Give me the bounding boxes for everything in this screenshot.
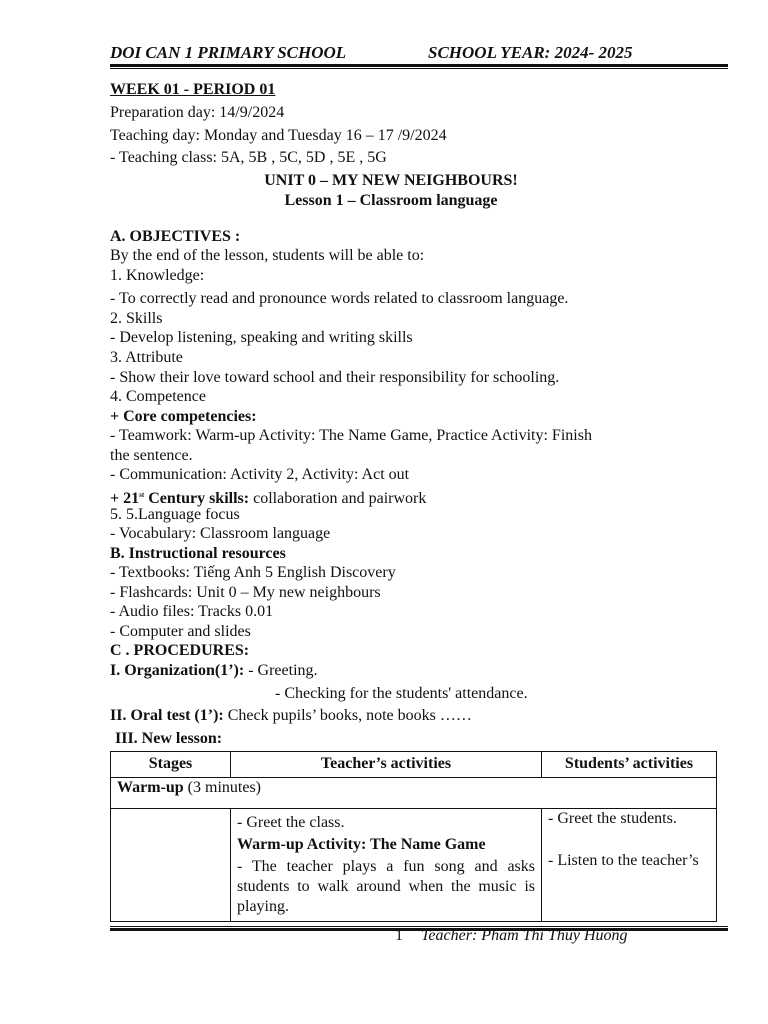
knowledge-text: - To correctly read and pronounce words related to classroom language. — [110, 290, 569, 307]
organization-greeting: - Greeting. — [244, 662, 318, 679]
resources-heading: B. Instructional resources — [110, 545, 286, 562]
teacher-activity-text: - The teacher plays a fun song and asks students to walk around when the music is playing. — [237, 858, 535, 915]
resource-item: - Computer and slides — [110, 623, 251, 640]
header-stages: Stages — [111, 752, 231, 778]
language-focus-heading: 5. 5.Language focus — [110, 506, 240, 523]
teamwork-line-1: - Teamwork: Warm-up Activity: The Name Game, Practice Activity: Finish — [110, 427, 592, 444]
objectives-heading: A. OBJECTIVES : — [110, 228, 241, 245]
page-header — [110, 43, 728, 65]
oral-test-heading: II. Oral test (1’): — [110, 707, 224, 724]
warmup-cell — [111, 778, 717, 809]
resource-item: - Textbooks: Tiếng Anh 5 English Discovery — [110, 564, 396, 581]
attribute-heading: 3. Attribute — [110, 349, 183, 366]
skills-text: - Develop listening, speaking and writing skills — [110, 329, 413, 346]
student-listen: - Listen to the teacher’s — [548, 852, 699, 869]
school-name: DOI CAN 1 PRIMARY SCHOOL — [110, 43, 347, 62]
header-rule — [110, 64, 728, 69]
attendance-check: - Checking for the students' attendance. — [275, 685, 528, 702]
vocabulary-text: - Vocabulary: Classroom language — [110, 525, 331, 542]
century-text: collaboration and pairwork — [249, 490, 427, 507]
school-year: SCHOOL YEAR: 2024- 2025 — [428, 43, 633, 62]
stage-cell — [111, 809, 231, 922]
header-teacher: Teacher’s activities — [231, 752, 542, 778]
skills-heading: 2. Skills — [110, 310, 163, 327]
week-period: WEEK 01 - PERIOD 01 — [110, 81, 276, 98]
page-number: 1 — [395, 927, 403, 944]
page-footer — [395, 927, 628, 945]
warmup-label: Warm-up — [117, 779, 184, 796]
oral-test-text: Check pupils’ books, note books …… — [223, 707, 472, 724]
warmup-row — [111, 778, 717, 809]
unit-title: UNIT 0 – MY NEW NEIGHBOURS! — [264, 172, 518, 189]
teacher-activity-title: Warm-up Activity: The Name Game — [237, 836, 486, 853]
oral-test-line — [110, 706, 472, 726]
new-lesson-heading: III. New lesson: — [115, 730, 223, 747]
organization-heading: I. Organization(1’): — [110, 662, 245, 679]
attribute-text: - Show their love toward school and their responsibility for schooling. — [110, 369, 560, 386]
resource-item: - Audio files: Tracks 0.01 — [110, 603, 274, 620]
teacher-cell — [231, 809, 542, 922]
table-row — [111, 809, 717, 922]
lesson-title: Lesson 1 – Classroom language — [284, 192, 498, 209]
header-students: Students’ activities — [542, 752, 717, 778]
teaching-class: - Teaching class: 5A, 5B , 5C, 5D , 5E , 5G — [110, 149, 387, 166]
student-greet: - Greet the students. — [548, 810, 677, 827]
teacher-name: Teacher: Pham Thi Thuy Huong — [421, 927, 628, 944]
warmup-time: (3 minutes) — [183, 779, 261, 796]
organization-line — [110, 661, 318, 681]
table-header-row — [111, 752, 717, 778]
century-superscript: st — [139, 491, 145, 499]
knowledge-heading: 1. Knowledge: — [110, 267, 205, 284]
procedures-heading: C . PROCEDURES: — [110, 642, 250, 659]
preparation-day: Preparation day: 14/9/2024 — [110, 104, 285, 121]
century-heading: Century skills: — [144, 490, 250, 507]
communication-text: - Communication: Activity 2, Activity: Act out — [110, 466, 410, 483]
core-competencies-heading: + Core competencies: — [110, 408, 257, 425]
teaching-day: Teaching day: Monday and Tuesday 16 – 17 /9/2024 — [110, 127, 447, 144]
resource-item: - Flashcards: Unit 0 – My new neighbours — [110, 584, 381, 601]
lesson-table — [110, 751, 717, 922]
student-cell — [542, 809, 717, 922]
teacher-greet: - Greet the class. — [237, 814, 345, 831]
competence-heading: 4. Competence — [110, 388, 206, 405]
objectives-intro: By the end of the lesson, students will be able to: — [110, 247, 425, 264]
teamwork-line-2: the sentence. — [110, 447, 193, 464]
century-prefix: + 21 — [110, 490, 140, 507]
